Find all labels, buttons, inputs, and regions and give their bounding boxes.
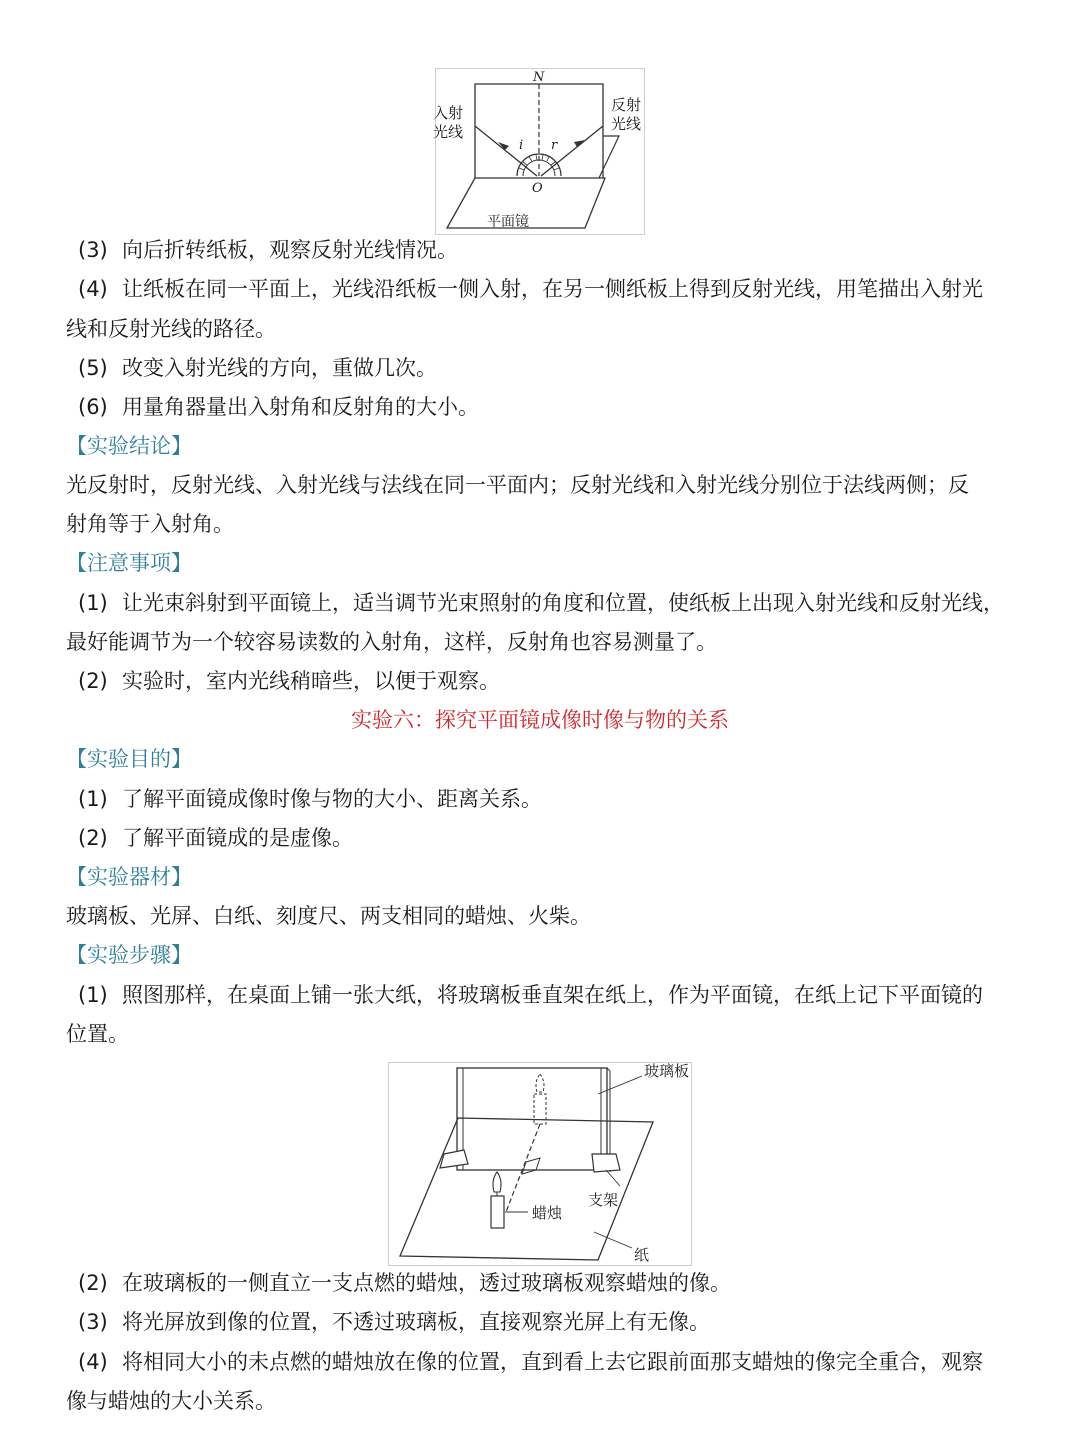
purpose-1 [78,784,542,814]
steps-b-2 [78,1268,731,1298]
step-text: 照图那样，在桌面上铺一张大纸，将玻璃板垂直架在纸上，作为平面镜，在纸上记下平面镜的 [122,983,983,1007]
candle-label: 蜡烛 [532,1204,563,1222]
experiment-6-title: 实验六：探究平面镜成像时像与物的关系 [351,708,729,732]
equipment-heading: 【实验器材】 [66,865,192,889]
reflection-diagram [435,68,645,235]
step-number: (3) [78,238,108,262]
purpose-text: 了解平面镜成的是虚像。 [122,826,353,850]
note-number: (2) [78,669,108,693]
purpose-2 [78,823,353,853]
note-text: 实验时，室内光线稍暗些，以便于观察。 [122,669,500,693]
step-6 [78,392,479,422]
step-5 [78,353,437,383]
angle-i-label: i [519,138,524,153]
note-number: (1) [78,591,108,615]
note-2 [78,666,500,696]
steps-b-4-continued: 像与蜡烛的大小关系。 [66,1389,276,1413]
steps-b-3 [78,1307,710,1337]
reflected-label-line1: 反射 [611,96,642,114]
note-1-continued: 最好能调节为一个较容易读数的入射角，这样，反射角也容易测量了。 [66,630,717,654]
incident-ray-label [433,104,463,142]
purpose-text: 了解平面镜成像时像与物的大小、距离关系。 [122,787,542,811]
notes-heading: 【注意事项】 [66,551,192,575]
angle-r-label: r [551,138,558,153]
step-text: 改变入射光线的方向，重做几次。 [122,356,437,380]
step-text: 将光屏放到像的位置，不透过玻璃板，直接观察光屏上有无像。 [122,1310,710,1334]
paper-label: 纸 [634,1246,650,1264]
steps-b-1-continued: 位置。 [66,1022,129,1046]
incident-label-line1: 入射 [433,104,464,122]
purpose-heading: 【实验目的】 [66,747,192,771]
step-3 [78,235,458,265]
step-number: (2) [78,1271,108,1295]
step-number: (6) [78,395,108,419]
step-text: 将相同大小的未点燃的蜡烛放在像的位置，直到看上去它跟前面那支蜡烛的像完全重合，观察 [122,1350,983,1374]
glass-plate-label: 玻璃板 [644,1062,690,1080]
equipment-text: 玻璃板、光屏、白纸、刻度尺、两支相同的蜡烛、火柴。 [66,904,591,928]
reflected-ray-label [611,96,641,134]
note-text: 让光束斜射到平面镜上，适当调节光束照射的角度和位置，使纸板上出现入射光线和反射光线， [122,591,1004,615]
point-o-label: O [532,181,543,196]
step-number: (5) [78,356,108,380]
purpose-number: (1) [78,787,108,811]
purpose-number: (2) [78,826,108,850]
steps-b-4 [78,1347,983,1377]
conclusion-line-2: 射角等于入射角。 [66,512,234,536]
steps-heading: 【实验步骤】 [66,943,192,967]
reflected-label-line2: 光线 [611,115,642,133]
step-number: (1) [78,983,108,1007]
step-number: (4) [78,1350,108,1374]
step-4 [78,274,983,304]
conclusion-heading: 【实验结论】 [66,434,192,458]
step-number: (3) [78,1310,108,1334]
incident-label-line2: 光线 [433,123,464,141]
conclusion-line-1: 光反射时，反射光线、入射光线与法线在同一平面内；反射光线和入射光线分别位于法线两侧；反 [66,473,969,497]
step-text: 用量角器量出入射角和反射角的大小。 [122,395,479,419]
mirror-label: 平面镜 [487,214,529,230]
stand-label: 支架 [588,1191,619,1209]
plane-mirror-diagram [388,1062,692,1266]
normal-label: N [533,70,545,85]
step-text: 让纸板在同一平面上，光线沿纸板一侧入射，在另一侧纸板上得到反射光线，用笔描出入射光 [122,277,983,301]
step-text: 向后折转纸板，观察反射光线情况。 [122,238,458,262]
note-1 [78,588,1004,618]
steps-b-1 [78,980,983,1010]
step-number: (4) [78,277,108,301]
step-4-continued: 线和反射光线的路径。 [66,317,276,341]
step-text: 在玻璃板的一侧直立一支点燃的蜡烛，透过玻璃板观察蜡烛的像。 [122,1271,731,1295]
